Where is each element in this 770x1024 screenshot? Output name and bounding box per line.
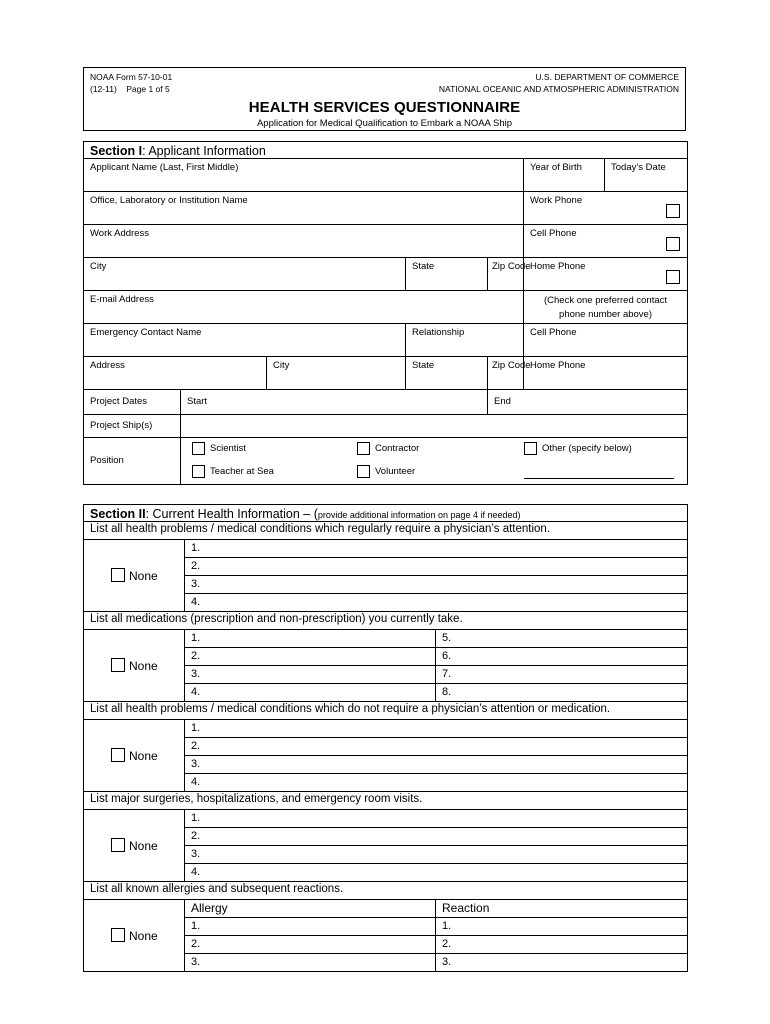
position-label: Position: [90, 455, 124, 466]
project-ships-label: Project Ship(s): [90, 420, 153, 431]
ec-cell-phone-field[interactable]: [524, 324, 688, 357]
section-1-heading-rest: : Applicant Information: [142, 144, 266, 158]
ec-zip-field[interactable]: [488, 357, 531, 390]
cell-phone-label: Cell Phone: [530, 228, 577, 239]
q1-line-1[interactable]: 1.: [185, 540, 688, 558]
applicant-name-label: Applicant Name (Last, First Middle): [90, 162, 239, 173]
project-ships-label-cell: [84, 415, 181, 438]
none-option-q5[interactable]: [84, 900, 185, 972]
position-option-volunteer[interactable]: [357, 465, 415, 478]
ec-zip-label: Zip Code: [492, 360, 531, 371]
reaction-line-2[interactable]: 2.: [436, 936, 688, 954]
position-options: [181, 438, 688, 485]
none-checkbox-q3[interactable]: [111, 748, 125, 762]
q2-line-2[interactable]: 2.: [185, 648, 436, 666]
office-label: Office, Laboratory or Institution Name: [90, 195, 248, 206]
ec-home-phone-label: Home Phone: [530, 360, 586, 371]
ec-state-field[interactable]: [406, 357, 488, 390]
reaction-column-header: Reaction: [436, 900, 688, 918]
ec-cell-phone-label: Cell Phone: [530, 327, 577, 338]
other-specify-line[interactable]: [524, 478, 674, 479]
none-label-q1: None: [129, 569, 158, 583]
year-of-birth-field[interactable]: [524, 159, 605, 192]
question-allergies: List all known allergies and subsequent reactions.: [84, 882, 688, 900]
project-start-label: Start: [187, 396, 208, 407]
section-2-heading: [84, 505, 688, 522]
q2-line-7[interactable]: 7.: [436, 666, 688, 684]
allergy-line-2[interactable]: 2.: [185, 936, 436, 954]
scientist-checkbox[interactable]: [192, 442, 205, 455]
emergency-contact-name-field[interactable]: [84, 324, 406, 357]
year-of-birth-label: Year of Birth: [530, 162, 582, 173]
teacher-at-sea-label: Teacher at Sea: [210, 466, 274, 477]
none-checkbox-q4[interactable]: [111, 838, 125, 852]
section-1-heading: [84, 142, 688, 159]
allergy-column-header: Allergy: [185, 900, 436, 918]
question-physician-conditions: List all health problems / medical conditions which regularly require a physician’s attention.: [84, 522, 688, 540]
project-ships-field[interactable]: [181, 415, 688, 438]
none-option-q4[interactable]: [84, 810, 185, 882]
project-dates-label: Project Dates: [90, 396, 148, 407]
none-option-q2[interactable]: [84, 630, 185, 702]
office-field[interactable]: [84, 192, 524, 225]
revision: (12-11): [90, 84, 117, 94]
section-2-heading-bold: Section II: [90, 507, 146, 521]
none-label-q5: None: [129, 929, 158, 943]
relationship-label: Relationship: [412, 327, 465, 338]
reaction-line-3[interactable]: 3.: [436, 954, 688, 972]
position-option-contractor[interactable]: [357, 442, 419, 455]
ec-city-label: City: [273, 360, 290, 371]
contractor-checkbox[interactable]: [357, 442, 370, 455]
todays-date-field[interactable]: [605, 159, 688, 192]
position-option-teacher-at-sea[interactable]: [192, 465, 274, 478]
volunteer-checkbox[interactable]: [357, 465, 370, 478]
form-header: [83, 67, 686, 131]
ec-city-field[interactable]: [267, 357, 406, 390]
project-end-label: End: [494, 396, 511, 407]
emergency-contact-name-label: Emergency Contact Name: [90, 327, 202, 338]
reaction-line-1[interactable]: 1.: [436, 918, 688, 936]
agency-noaa: NATIONAL OCEANIC AND ATMOSPHERIC ADMINISTRATION: [438, 84, 679, 94]
q3-line-4[interactable]: 4.: [185, 774, 688, 792]
ec-state-label: State: [412, 360, 435, 371]
form-id-block: [90, 71, 172, 95]
ec-address-label: Address: [90, 360, 125, 371]
agency-department: U.S. DEPARTMENT OF COMMERCE: [535, 72, 679, 82]
question-medications: List all medications (prescription and non-prescription) you currently take.: [84, 612, 688, 630]
home-phone-label: Home Phone: [530, 261, 586, 272]
allergy-line-1[interactable]: 1.: [185, 918, 436, 936]
cell-phone-field[interactable]: [524, 225, 688, 258]
question-non-physician-conditions: List all health problems / medical conditions which do not require a physician’s attention or medication.: [84, 702, 688, 720]
position-option-other[interactable]: [524, 442, 632, 455]
work-address-label: Work Address: [90, 228, 149, 239]
q3-line-3[interactable]: 3.: [185, 756, 688, 774]
ec-home-phone-field[interactable]: [524, 357, 688, 390]
q1-line-2[interactable]: 2.: [185, 558, 688, 576]
q1-line-4[interactable]: 4.: [185, 594, 688, 612]
q2-line-1[interactable]: 1.: [185, 630, 436, 648]
project-start-field[interactable]: [181, 390, 488, 415]
section-1-applicant-info: [83, 141, 688, 485]
none-checkbox-q5[interactable]: [111, 928, 125, 942]
none-label-q4: None: [129, 839, 158, 853]
allergy-line-3[interactable]: 3.: [185, 954, 436, 972]
form-number: NOAA Form 57-10-01: [90, 72, 173, 82]
city-label: City: [90, 261, 107, 272]
none-checkbox-q2[interactable]: [111, 658, 125, 672]
other-label: Other (specify below): [542, 443, 632, 454]
none-option-q1[interactable]: [84, 540, 185, 612]
none-label-q2: None: [129, 659, 158, 673]
q4-line-4[interactable]: 4.: [185, 864, 688, 882]
q2-line-5[interactable]: 5.: [436, 630, 688, 648]
q3-line-1[interactable]: 1.: [185, 720, 688, 738]
agency-block: [439, 71, 679, 95]
section-2-heading-rest: : Current Health Information – (: [145, 507, 318, 521]
none-option-q3[interactable]: [84, 720, 185, 792]
project-dates-label-cell: [84, 390, 181, 415]
city-field[interactable]: [84, 258, 406, 291]
q4-line-2[interactable]: 2.: [185, 828, 688, 846]
state-field[interactable]: [406, 258, 488, 291]
page-subtitle: Application for Medical Qualification to Embark a NOAA Ship: [256, 118, 513, 129]
zip-field[interactable]: [488, 258, 531, 291]
ec-address-field[interactable]: [84, 357, 267, 390]
teacher-at-sea-checkbox[interactable]: [192, 465, 205, 478]
work-address-field[interactable]: [84, 225, 524, 258]
preferred-contact-note-text: (Check one preferred contact phone number above): [543, 295, 668, 320]
section-2-heading-note: provide additional information on page 4 if needed): [317, 510, 521, 520]
preferred-contact-note: [524, 291, 688, 324]
revision-page-line: [90, 83, 172, 95]
applicant-name-field[interactable]: [84, 159, 524, 192]
q2-line-3[interactable]: 3.: [185, 666, 436, 684]
section-1-heading-bold: Section I: [90, 144, 143, 158]
q4-line-3[interactable]: 3.: [185, 846, 688, 864]
q1-line-3[interactable]: 3.: [185, 576, 688, 594]
home-phone-field[interactable]: [524, 258, 688, 291]
home-phone-preferred-checkbox[interactable]: [666, 270, 680, 284]
q2-line-8[interactable]: 8.: [436, 684, 688, 702]
email-label: E-mail Address: [90, 294, 154, 305]
question-surgeries: List major surgeries, hospitalizations, and emergency room visits.: [84, 792, 688, 810]
contractor-label: Contractor: [375, 443, 420, 454]
scientist-label: Scientist: [210, 443, 246, 454]
q2-line-4[interactable]: 4.: [185, 684, 436, 702]
none-label-q3: None: [129, 749, 158, 763]
position-label-cell: [84, 438, 181, 485]
q2-line-6[interactable]: 6.: [436, 648, 688, 666]
work-phone-label: Work Phone: [530, 195, 583, 206]
none-checkbox-q1[interactable]: [111, 568, 125, 582]
state-label: State: [412, 261, 435, 272]
work-phone-field[interactable]: [524, 192, 688, 225]
cell-phone-preferred-checkbox[interactable]: [666, 237, 680, 251]
position-option-scientist[interactable]: [192, 442, 246, 455]
section-2-health-info: [83, 504, 688, 972]
work-phone-preferred-checkbox[interactable]: [666, 204, 680, 218]
page-title: HEALTH SERVICES QUESTIONNAIRE: [248, 99, 521, 116]
other-checkbox[interactable]: [524, 442, 537, 455]
q4-line-1[interactable]: 1.: [185, 810, 688, 828]
volunteer-label: Volunteer: [375, 466, 416, 477]
page-indicator: Page 1 of 5: [126, 84, 170, 94]
project-end-field[interactable]: [488, 390, 688, 415]
todays-date-label: Today’s Date: [611, 162, 666, 173]
zip-label: Zip Code: [492, 261, 531, 272]
email-field[interactable]: [84, 291, 524, 324]
relationship-field[interactable]: [406, 324, 524, 357]
q3-line-2[interactable]: 2.: [185, 738, 688, 756]
